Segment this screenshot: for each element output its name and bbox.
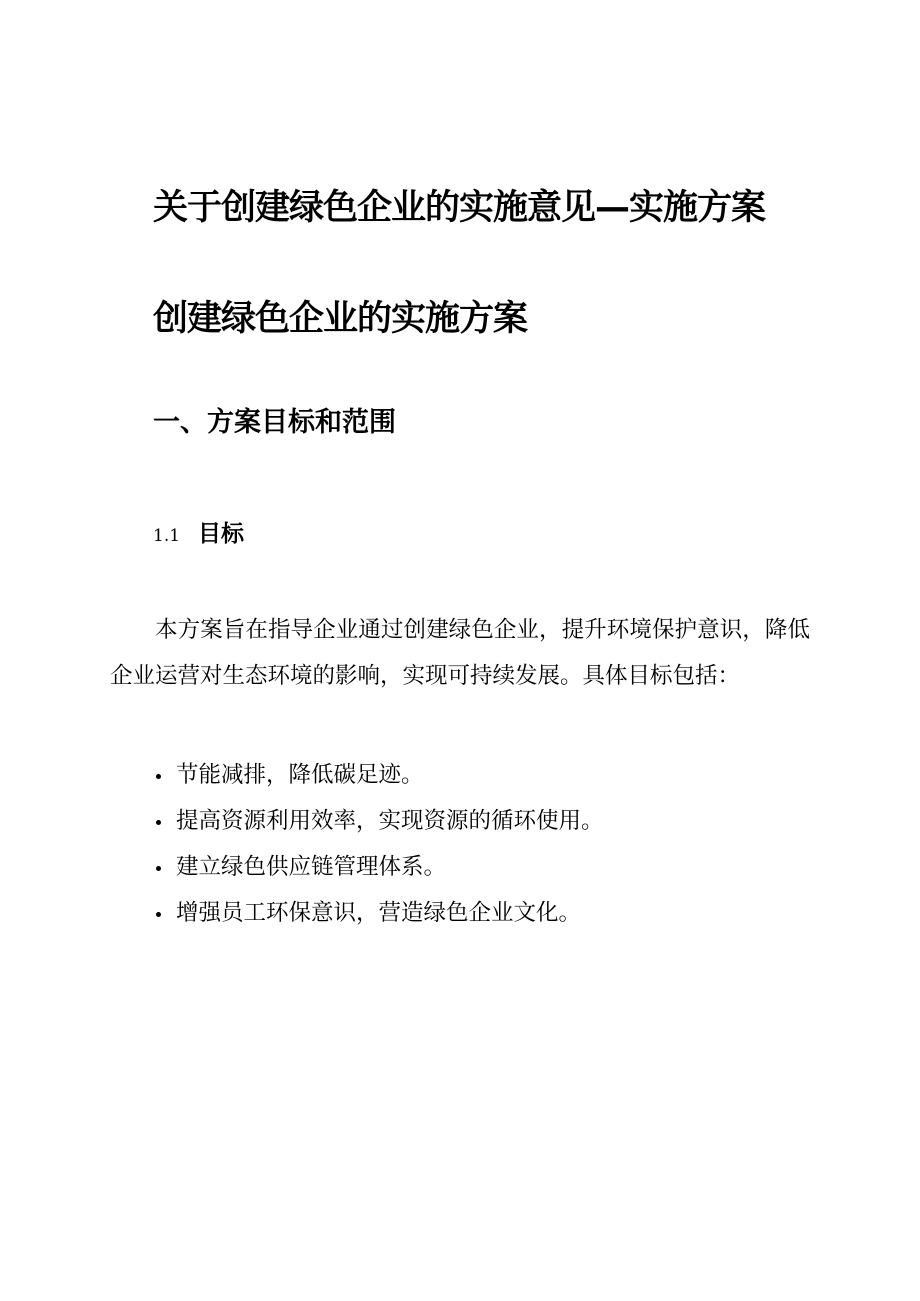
sub-heading-text: 目标 [198,521,245,547]
sub-heading-number: 1.1 [153,526,181,546]
list-item-text: 提高资源利用效率，实现资源的循环使用。 [176,808,604,834]
body-paragraph: 本方案旨在指导企业通过创建绿色企业，提升环境保护意识，降低企业运营对生态环境的影响，实现可持续发展。具体目标包括： [110,617,810,689]
bullet-icon [156,866,161,871]
list-item-text: 建立绿色供应链管理体系。 [176,854,447,880]
list-item-text: 增强员工环保意识，营造绿色企业文化。 [176,900,582,926]
goals-list [150,752,604,936]
bullet-icon [156,820,161,825]
list-item [150,752,604,798]
bullet-icon [156,774,161,779]
document-subtitle: 创建绿色企业的实施方案 [153,299,528,339]
bullet-icon [156,912,161,917]
list-item-text: 节能减排，降低碳足迹。 [176,762,424,788]
list-item [150,798,604,844]
document-title: 关于创建绿色企业的实施意见—实施方案 [153,188,766,228]
list-item [150,844,604,890]
sub-heading [153,515,244,548]
list-item [150,890,604,936]
section-heading: 一、方案目标和范围 [153,407,396,438]
